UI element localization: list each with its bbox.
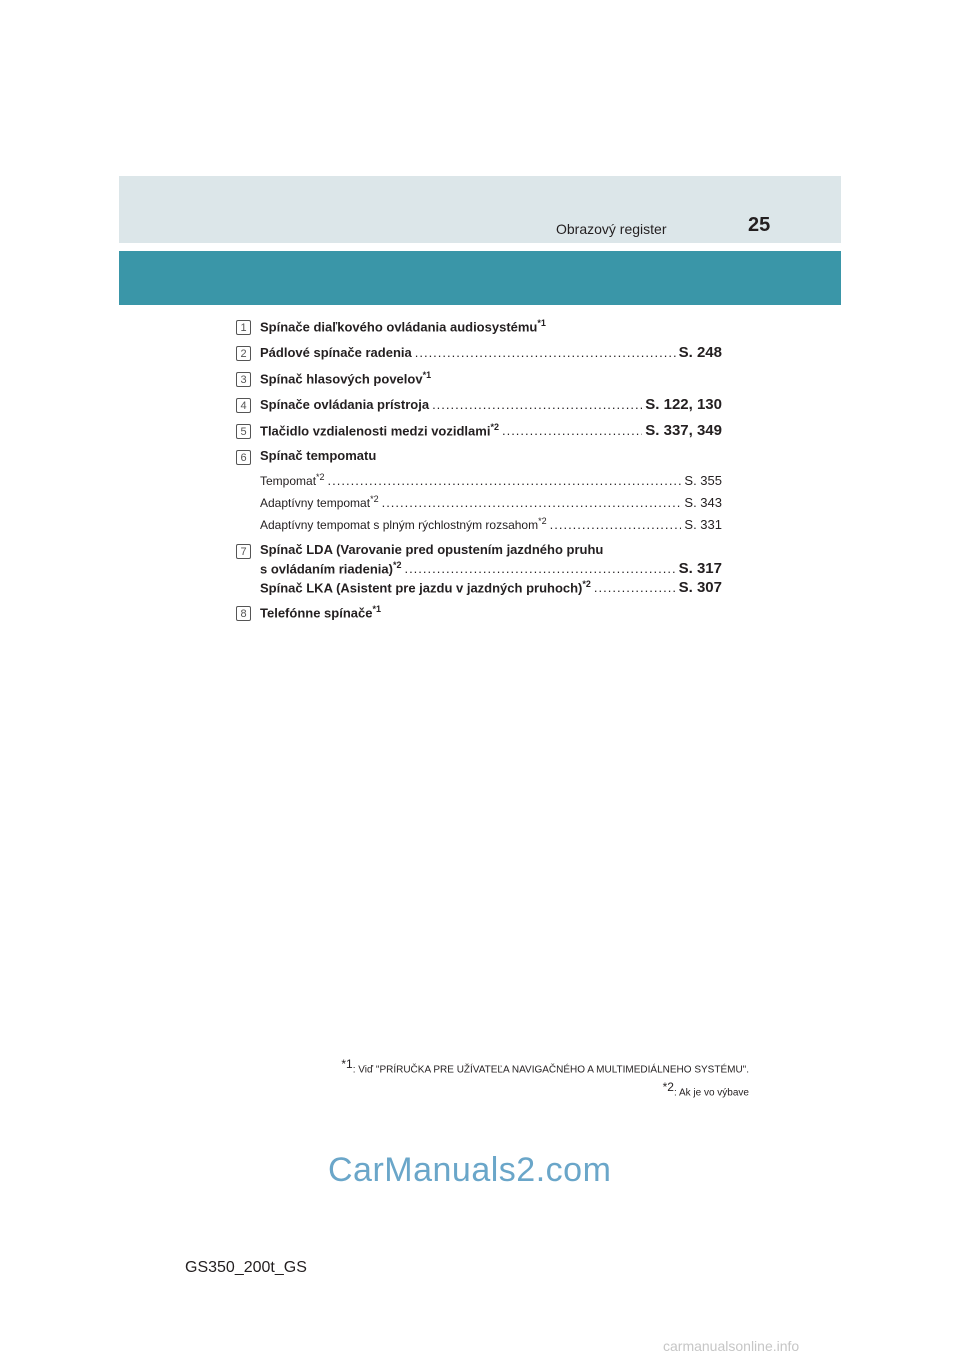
page-reference[interactable]: S. 317 bbox=[678, 560, 722, 578]
item-row bbox=[260, 422, 722, 439]
sub-item-row bbox=[260, 516, 722, 532]
item-number: 2 bbox=[236, 346, 251, 361]
item-label: Telefónne spínače$^{*1}$ bbox=[260, 604, 381, 621]
model-code: GS350_200t_GS bbox=[185, 1259, 307, 1276]
item-number: 1 bbox=[236, 320, 251, 335]
sub-item-label: Adaptívny tempomat s plným rýchlostným rozsahom$^{*2}$ bbox=[260, 516, 547, 532]
item-number: 7 bbox=[236, 544, 251, 559]
item-label: Spínač tempomatu bbox=[260, 448, 377, 463]
header-teal-band bbox=[119, 251, 841, 305]
sub-item-row bbox=[260, 494, 722, 510]
item-number: 5 bbox=[236, 424, 251, 439]
item-label: Spínač LDA (Varovanie pred opustením jazdného pruhu bbox=[260, 542, 604, 557]
item-number: 8 bbox=[236, 606, 251, 621]
item-label: Spínače ovládania prístroja bbox=[260, 397, 430, 412]
leader-dots bbox=[550, 517, 682, 532]
item-row bbox=[260, 448, 722, 463]
sub-item-label: Adaptívny tempomat$^{*2}$ bbox=[260, 494, 379, 510]
item-row-continued bbox=[260, 560, 722, 577]
item-number: 3 bbox=[236, 372, 251, 387]
leader-dots bbox=[328, 473, 682, 488]
watermark-carmanualsonline[interactable]: carmanualsonline.info bbox=[663, 1338, 800, 1354]
item-row bbox=[260, 344, 722, 361]
footnote-1: $^{*1}$: Viď "PRÍRUČKA PRE UŽÍVATEĽA NAVIGAČNÉHO A MULTIMEDIÁLNEHO SYSTÉMU". bbox=[341, 1057, 749, 1076]
item-row-extra bbox=[260, 579, 722, 596]
item-row bbox=[260, 542, 722, 557]
item-row bbox=[260, 318, 722, 334]
leader-dots bbox=[594, 580, 676, 595]
item-label: s ovládaním riadenia)$^{*2}$ bbox=[260, 560, 402, 577]
section-title: Obrazový register bbox=[556, 221, 667, 237]
page-reference[interactable]: S. 355 bbox=[684, 473, 722, 488]
item-number: 6 bbox=[236, 450, 251, 465]
page-reference[interactable]: S. 248 bbox=[678, 344, 722, 361]
item-row bbox=[260, 604, 722, 620]
sub-item-label: Tempomat$^{*2}$ bbox=[260, 472, 325, 488]
watermark-carmanuals2[interactable]: CarManuals2.com bbox=[328, 1151, 612, 1189]
item-label: Spínač LKA (Asistent pre jazdu v jazdných pruhoch)$^{*2}$ bbox=[260, 579, 591, 596]
item-label: Tlačidlo vzdialenosti medzi vozidlami$^{*2}$ bbox=[260, 422, 499, 439]
leader-dots bbox=[382, 495, 682, 510]
header-top-band bbox=[119, 176, 841, 243]
page-reference[interactable]: S. 122, 130 bbox=[645, 396, 722, 413]
item-number: 4 bbox=[236, 398, 251, 413]
leader-dots bbox=[432, 397, 642, 412]
sub-item-row bbox=[260, 472, 722, 488]
footnote-2: $^{*2}$: Ak je vo výbave bbox=[662, 1080, 749, 1099]
leader-dots bbox=[415, 345, 676, 360]
page-reference[interactable]: S. 337, 349 bbox=[645, 422, 722, 440]
page-reference[interactable]: S. 307 bbox=[678, 579, 722, 597]
leader-dots bbox=[404, 561, 675, 576]
leader-dots bbox=[502, 423, 642, 438]
item-label: Spínač hlasových povelov$^{*1}$ bbox=[260, 370, 432, 387]
page-reference[interactable]: S. 331 bbox=[684, 517, 722, 532]
item-label: Spínače diaľkového ovládania audiosystému$^{*1}$ bbox=[260, 318, 546, 335]
item-row bbox=[260, 370, 722, 386]
item-label: Pádlové spínače radenia bbox=[260, 345, 412, 360]
item-row bbox=[260, 396, 722, 413]
page-number: 25 bbox=[748, 214, 771, 236]
page-reference[interactable]: S. 343 bbox=[684, 495, 722, 510]
